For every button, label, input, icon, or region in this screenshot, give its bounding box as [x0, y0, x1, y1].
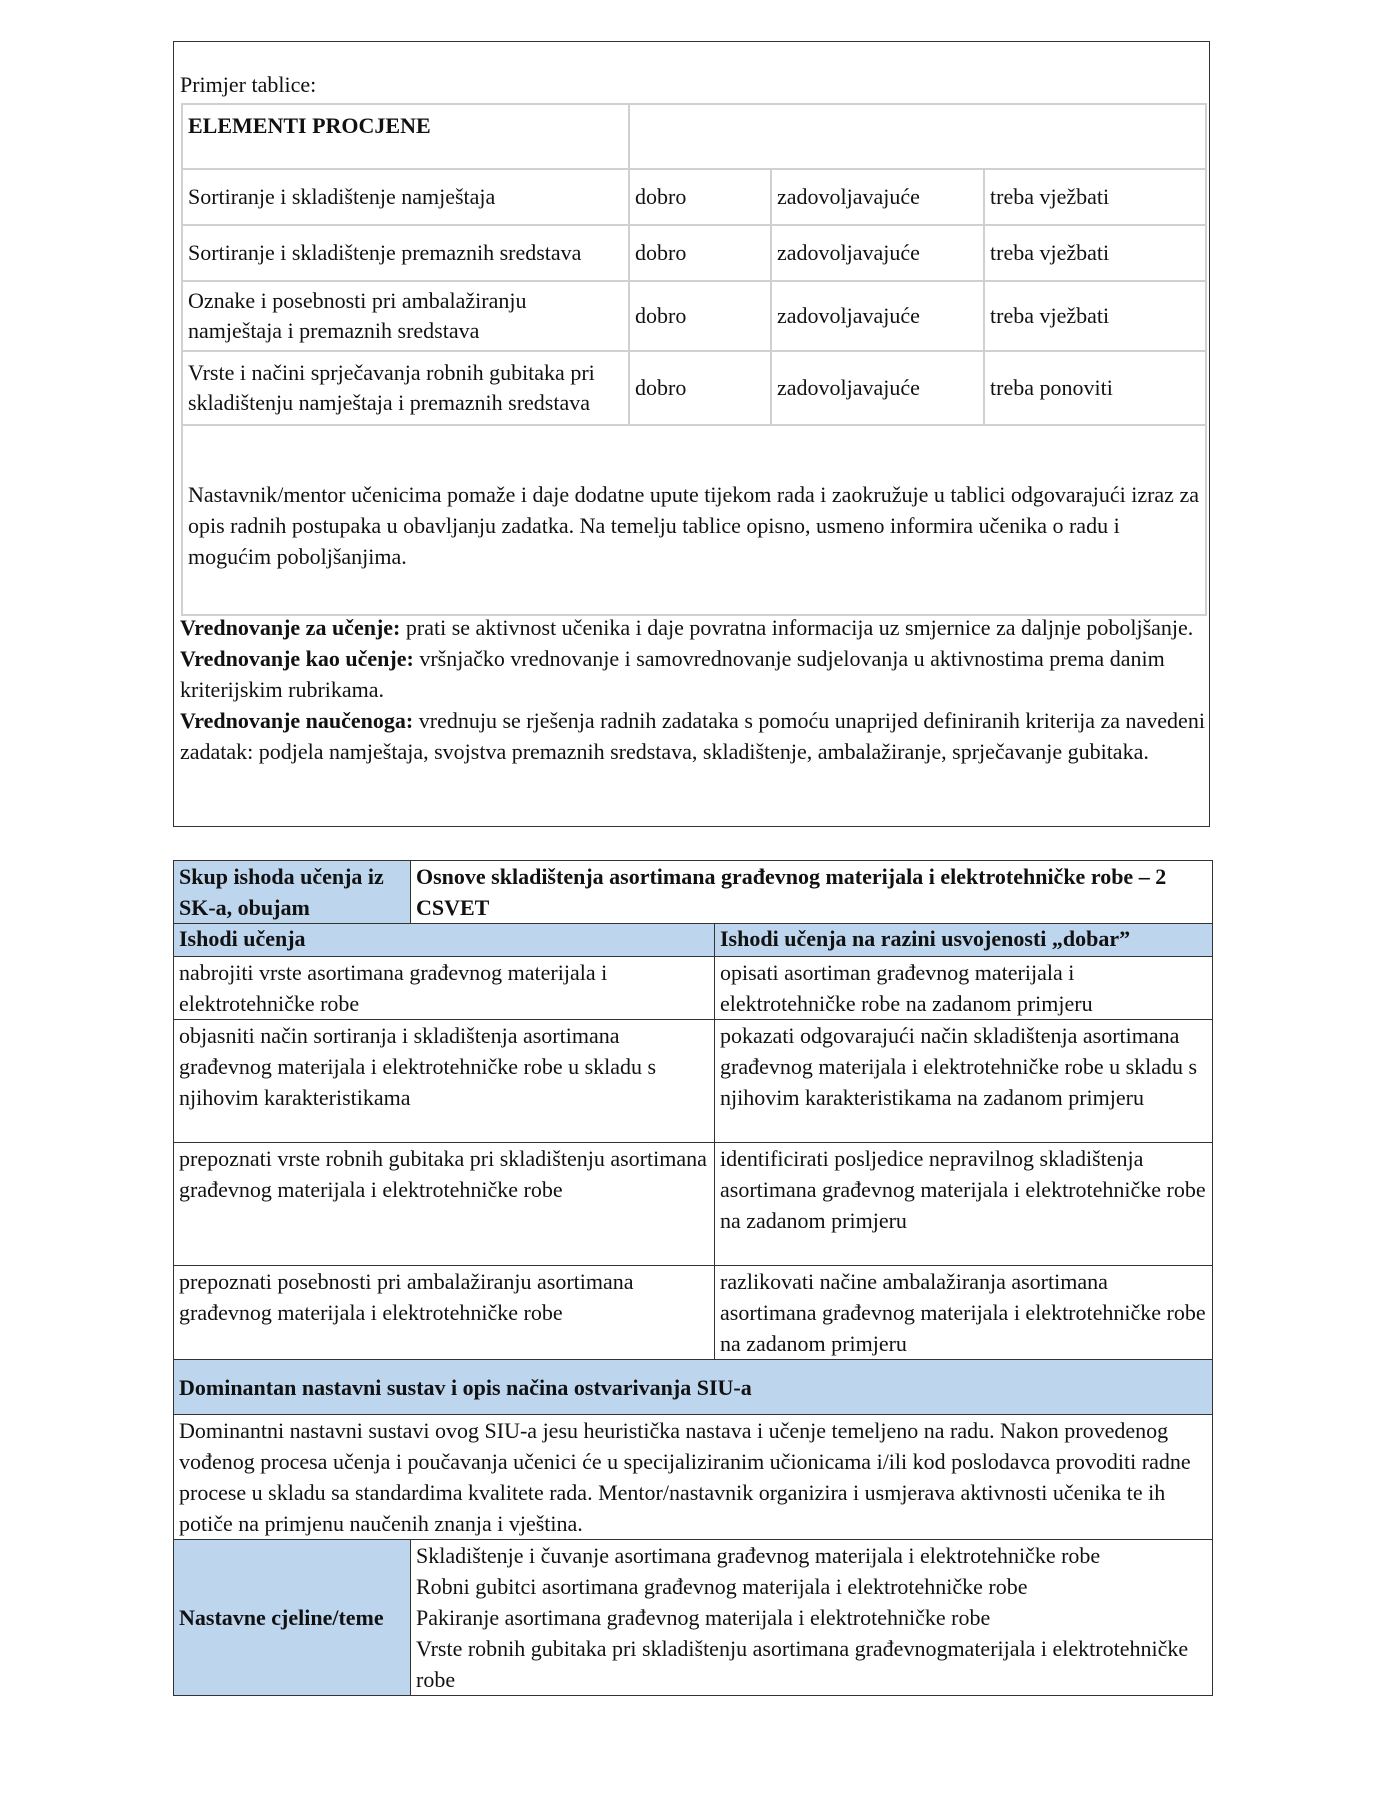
evaluation-block: [180, 612, 1205, 767]
dominant-system-header-row: [174, 1360, 1213, 1415]
table-row: [182, 351, 1206, 425]
teaching-units-list: [411, 1540, 1213, 1696]
empty-header-cell: [629, 104, 1206, 169]
good-level-text: identificirati posljedice nepravilnog skladištenja asortimana građevnog materijala i elektrotehničke robe na zadanom primjeru: [715, 1143, 1213, 1266]
note-row: [182, 425, 1206, 615]
outcome-row: [174, 1020, 1213, 1143]
set-label: Skup ishoda učenja iz SK-a, obujam: [174, 861, 411, 924]
teaching-unit: Vrste robnih gubitaka pri skladištenju asortimana građevnogmaterijala i elektrotehničke robe: [416, 1636, 1189, 1692]
evaluation-label: Vrednovanje naučenoga:: [180, 708, 414, 733]
grade-good: dobro: [629, 351, 771, 425]
evaluation-as-learning: [180, 643, 1205, 705]
table-header-row: [182, 104, 1206, 169]
columns-header-row: [174, 924, 1213, 957]
grade-satisfactory: zadovoljavajuće: [771, 351, 984, 425]
dominant-system-text: Dominantni nastavni sustavi ovog SIU-a jesu heuristička nastava i učenje temeljeno na radu. Nakon provedenog vođenog procesa učenja i poučavanja učenici će u specijaliziranim učionicama i/ili kod poslodavca provoditi radne procese u skladu sa standardima kvalitete rada. Mentor/nastavnik organizira i usmjerava aktivnosti učenika te ih potiče na primjenu naučenih znanja i vještina.: [174, 1415, 1213, 1540]
teaching-units-row: [174, 1540, 1213, 1696]
good-level-text: opisati asortiman građevnog materijala i elektrotehničke robe na zadanom primjeru: [715, 957, 1213, 1020]
outcomes-column-header: Ishodi učenja: [174, 924, 715, 957]
element-name: Sortiranje i skladištenje premaznih sredstava: [182, 225, 629, 281]
table-row: [182, 281, 1206, 351]
teacher-note: Nastavnik/mentor učenicima pomaže i daje dodatne upute tijekom rada i zaokružuje u tablici odgovarajući izraz za opis radnih postupaka u obavljanju zadatka. Na temelju tablice opisno, usmeno informira učenika o radu i mogućim poboljšanjima.: [182, 425, 1206, 615]
element-name: Sortiranje i skladištenje namještaja: [182, 169, 629, 225]
grade-satisfactory: zadovoljavajuće: [771, 225, 984, 281]
outcome-row: [174, 1143, 1213, 1266]
evaluation-label: Vrednovanje za učenje:: [180, 615, 401, 640]
grade-needs-practice: treba vježbati: [984, 169, 1206, 225]
grade-needs-practice: treba vježbati: [984, 225, 1206, 281]
table-row: [182, 225, 1206, 281]
evaluation-of-learning: [180, 705, 1205, 767]
assessment-elements-table: [181, 103, 1207, 616]
element-name: Vrste i načini sprječavanja robnih gubitaka pri skladištenju namještaja i premaznih sredstava: [182, 351, 629, 425]
elements-header: ELEMENTI PROCJENE: [182, 104, 629, 169]
evaluation-text: prati se aktivnost učenika i daje povratna informacija uz smjernice za daljnje poboljšanje.: [400, 615, 1194, 640]
teaching-unit: Pakiranje asortimana građevnog materijala i elektrotehničke robe: [416, 1605, 991, 1630]
set-row: [174, 861, 1213, 924]
grade-good: dobro: [629, 169, 771, 225]
table-row: [182, 169, 1206, 225]
good-level-text: pokazati odgovarajući način skladištenja asortimana građevnog materijala i elektrotehničke robe u skladu s njihovim karakteristikama na zadanom primjeru: [715, 1020, 1213, 1143]
outcome-text: prepoznati posebnosti pri ambalažiranju asortimana građevnog materijala i elektrotehničke robe: [174, 1266, 715, 1360]
set-title: Osnove skladištenja asortimana građevnog materijala i elektrotehničke robe – 2 CSVET: [411, 861, 1213, 924]
grade-good: dobro: [629, 281, 771, 351]
evaluation-text: vršnjačko vrednovanje i samovrednovanje sudjelovanja u aktivnostima prema danim kriterijskim rubrikama.: [180, 646, 1165, 702]
dominant-system-heading: Dominantan nastavni sustav i opis načina ostvarivanja SIU-a: [174, 1360, 1213, 1415]
outcome-text: prepoznati vrste robnih gubitaka pri skladištenju asortimana građevnog materijala i elektrotehničke robe: [174, 1143, 715, 1266]
grade-good: dobro: [629, 225, 771, 281]
element-name: Oznake i posebnosti pri ambalažiranju namještaja i premaznih sredstava: [182, 281, 629, 351]
evaluation-label: Vrednovanje kao učenje:: [180, 646, 414, 671]
good-level-column-header: Ishodi učenja na razini usvojenosti „dobar”: [715, 924, 1213, 957]
grade-needs-practice: treba vježbati: [984, 281, 1206, 351]
teaching-unit: Skladištenje i čuvanje asortimana građevnog materijala i elektrotehničke robe: [416, 1543, 1101, 1568]
evaluation-for-learning: [180, 612, 1205, 643]
outcome-text: nabrojiti vrste asortimana građevnog materijala i elektrotehničke robe: [174, 957, 715, 1020]
evaluation-text: vrednuju se rješenja radnih zadataka s pomoću unaprijed definiranih kriterija za navedeni zadatak: podjela namještaja, svojstva premaznih sredstava, skladištenje, ambalažiranje, sprječavanje gubitaka.: [180, 708, 1205, 764]
grade-satisfactory: zadovoljavajuće: [771, 169, 984, 225]
outcome-row: [174, 957, 1213, 1020]
learning-outcomes-table: [173, 860, 1213, 1696]
teaching-unit: Robni gubitci asortimana građevnog materijala i elektrotehničke robe: [416, 1574, 1028, 1599]
outcome-text: objasniti način sortiranja i skladištenja asortimana građevnog materijala i elektrotehničke robe u skladu s njihovim karakteristikama: [174, 1020, 715, 1143]
teaching-units-label: Nastavne cjeline/teme: [174, 1540, 411, 1696]
good-level-text: razlikovati načine ambalažiranja asortimana asortimana građevnog materijala i elektrotehničke robe na zadanom primjeru: [715, 1266, 1213, 1360]
table-caption: Primjer tablice:: [180, 72, 317, 97]
grade-needs-repeat: treba ponoviti: [984, 351, 1206, 425]
outcome-row: [174, 1266, 1213, 1360]
dominant-system-row: [174, 1415, 1213, 1540]
grade-satisfactory: zadovoljavajuće: [771, 281, 984, 351]
